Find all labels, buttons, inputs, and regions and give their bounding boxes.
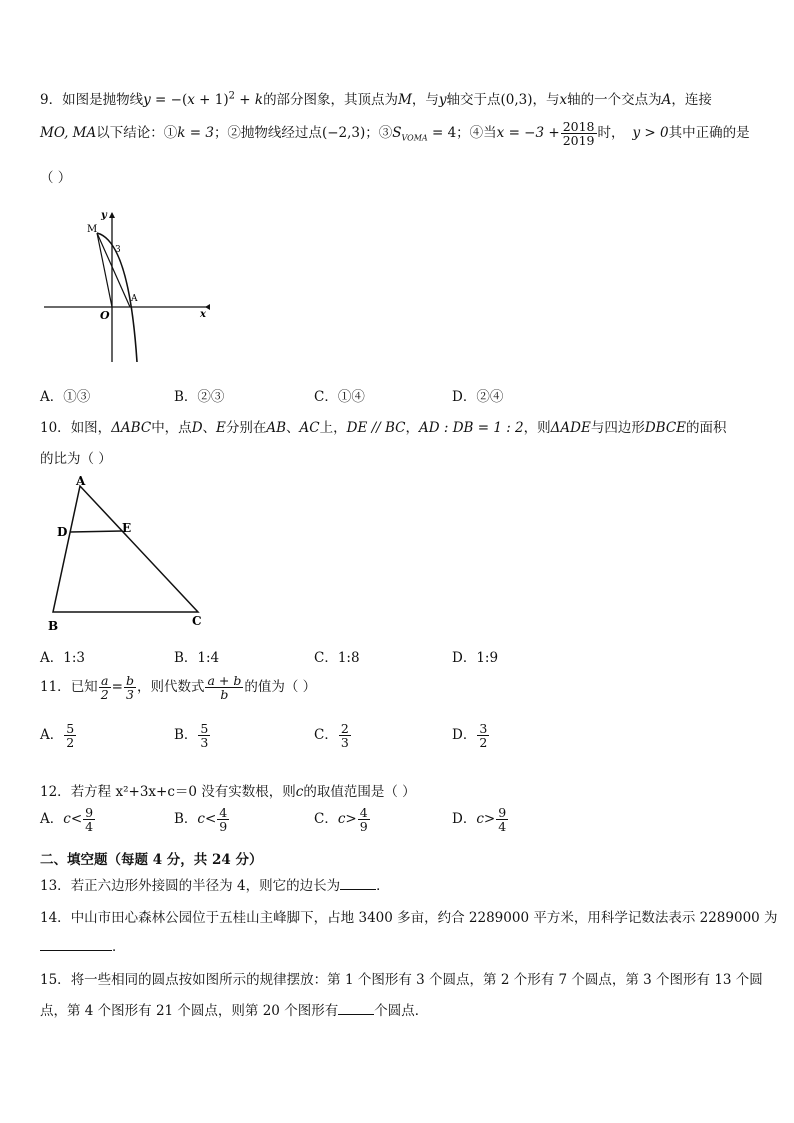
label-D: D [57,525,68,539]
q12-option-d[interactable]: D．c> $\frac{9}{4}$ [452,805,507,834]
q9-answer-paren: （ ） [40,170,72,186]
q10-option-a[interactable]: A．1:3 [40,650,85,666]
q9-option-c[interactable]: C．①④ [314,389,365,405]
q15-line2: 点，第 4 个图形有 21 个圆点，则第 20 个图形有 个圆点． [40,1003,429,1019]
section-heading: 二、填空题（每题 4 分，共 24 分） [40,852,263,868]
graph-x-label: x [200,309,206,320]
q9-fraction: $\frac{2018}{2019}$ [562,119,595,148]
q12-option-b[interactable]: B．c< $\frac{4}{9}$ [174,805,228,834]
q9-option-a[interactable]: A．①③ [40,389,91,405]
q10-option-c[interactable]: C．1:8 [314,650,360,666]
q9-option-d[interactable]: D．②④ [452,389,504,405]
triangle-abc [53,486,198,612]
q10-line1: 10．如图，ΔABC中，点D、E分别在AB、AC上，DE // BC，AD : DB = 1 : 2，则ΔADE与四边形DBCE的面积 [40,420,727,436]
q11-option-b[interactable]: B． $\frac{5}{3}$ [174,721,209,750]
q15-line1: 15．将一些相同的圆点按如图所示的规律摆放：第 1 个图形有 3 个圆点，第 2 个形有 7 个圆点，第 3 个图形有 13 个圆 [40,972,763,988]
segment-MO [97,233,112,307]
q11-stem: 11．已知 $\frac{a}{2}$ = $\frac{b}{3}$ ，则代数式 $\frac{a + b}{b}$ 的值为（ ） [40,673,317,702]
graph-3-label: 3 [115,245,121,255]
q9-line1: 9．如图是抛物线$y = -(x + 1)^2 + k$的部分图象，其顶点为M，与y轴交于点(0,3)，与x轴的一个交点为A，连接 [40,90,712,108]
q10-line2: 的比为（ ） [40,451,112,467]
q14-line2: ． [40,935,126,955]
q9-line2: MO, MA以下结论：①k = 3；②抛物线经过点(−2,3)；$③S_{VOMA} = 4$；④当x = −3 + $\frac{2018}{2019}$ 时， y > 0其中正确的是 [40,119,750,148]
q15-answer-blank[interactable] [338,1002,374,1015]
q10-triangle-figure [40,470,220,635]
q14-line1: 14．中山市田心森林公园位于五桂山主峰脚下，占地 3400 多亩，约合 2289000 平方米，用科学记数法表示 2289000 为 [40,910,778,926]
q11-option-a[interactable]: A． $\frac{5}{2}$ [40,721,75,750]
q11-options [40,722,640,762]
q13: 13．若正六边形外接圆的半径为 4，则它的边长为 ． [40,878,390,894]
graph-y-label: y [101,210,107,221]
q9-option-b[interactable]: B．②③ [174,389,225,405]
q11-option-d[interactable]: D． $\frac{3}{2}$ [452,721,488,750]
q12-option-c[interactable]: C．c> $\frac{4}{9}$ [314,805,368,834]
y-axis-arrow [109,212,115,218]
graph-O-label: O [100,309,110,322]
q14-answer-blank[interactable] [40,938,112,951]
q12-option-a[interactable]: A．c< $\frac{9}{4}$ [40,805,94,834]
q12-stem: 12．若方程 x²+3x+c＝0 没有实数根，则c的取值范围是（ ） [40,784,416,800]
segment-MA [97,233,130,307]
graph-A-label: A [131,294,138,304]
q9-parabola-graph [40,205,215,365]
q10-option-b[interactable]: B．1:4 [174,650,220,666]
label-B: B [48,619,59,633]
q11-option-c[interactable]: C． $\frac{2}{3}$ [314,721,349,750]
q10-option-d[interactable]: D．1:9 [452,650,499,666]
q13-answer-blank[interactable] [340,877,376,890]
label-C: C [192,614,202,628]
graph-M-label: M [87,224,98,235]
q12-options [40,806,640,846]
label-E: E [122,521,132,535]
segment-DE [70,531,122,532]
label-A: A [76,474,86,488]
